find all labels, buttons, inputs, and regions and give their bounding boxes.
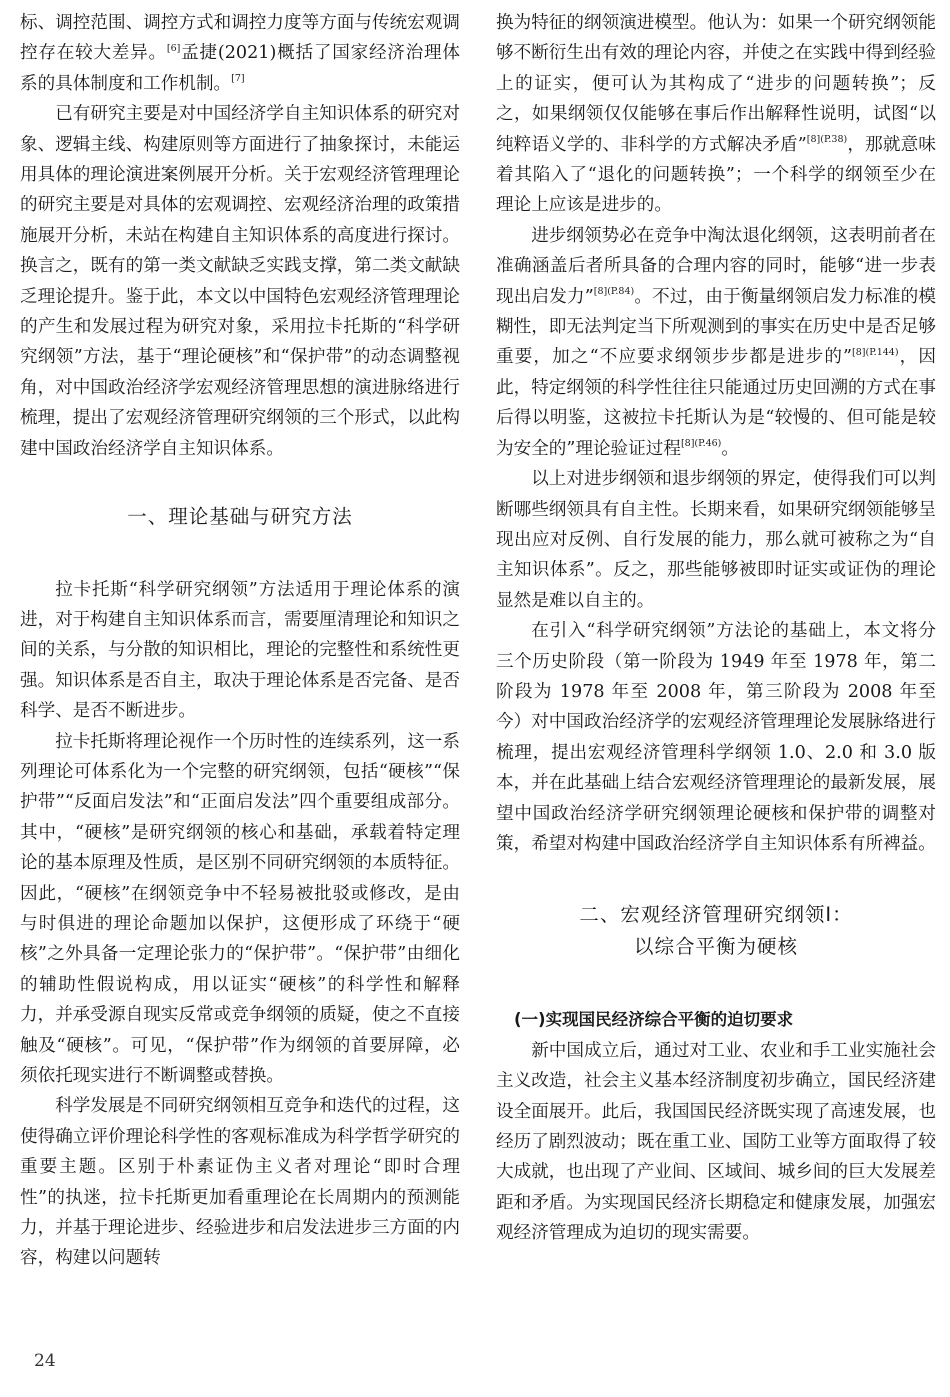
- paragraph: 已有研究主要是对中国经济学自主知识体系的研究对象、逻辑主线、构建原则等方面进行了抽象探讨，未能运用具体的理论演进案例展开分析。关于宏观经济管理理论的研究主要是对具体的宏观调控、宏观经济治理的政策措施展开分析，未站在构建自主知识体系的高度进行探讨。换言之，既有的第一类文献缺乏实践支撑，第二类文献缺乏理论提升。鉴于此，本文以中国特色宏观经济管理理论的产生和发展过程为研究对象，采用拉卡托斯的“科学研究纲领”方法，基于“理论硬核”和“保护带”的动态调整视角，对中国政治经济学宏观经济管理思想的演进脉络进行梳理，提出了宏观经济管理研究纲领的三个形式，以此构建中国政治经济学自主知识体系。: [20, 104, 460, 459]
- paragraph: 拉卡托斯“科学研究纲领”方法适用于理论体系的演进，对于构建自主知识体系而言，需要厘清理论和知识之间的关系，与分散的知识相比，理论的完整性和系统性更强。知识体系是否自主，取决于理论体系是否完备、是否科学、是否不断进步。: [20, 579, 460, 722]
- subsection-heading: (一)实现国民经济综合平衡的迫切要求: [514, 1010, 794, 1030]
- left-column: [20, 8, 460, 1274]
- section-heading-2: 二、宏观经济管理研究纲领Ⅰ： 以综合平衡为硬核: [579, 903, 853, 959]
- paragraph: 科学发展是不同研究纲领相互竞争和迭代的过程，这使得确立评价理论科学性的客观标准成为科学哲学研究的重要主题。区别于朴素证伪主义者对理论“即时合理性”的执迷，拉卡托斯更加看重理论在长周期内的预测能力，并基于理论进步、经验进步和启发法进步三方面的内容，构建以问题转: [20, 1096, 460, 1269]
- citation-ref: [8](P.38): [806, 133, 848, 145]
- citation-ref: [8](P.46): [680, 437, 722, 449]
- paragraph: 新中国成立后，通过对工业、农业和手工业实施社会主义改造，社会主义基本经济制度初步确立，国民经济建设全面展开。此后，我国国民经济既实现了高速发展，也经历了剧烈波动；既在重工业、国防工业等方面取得了较大成就，也出现了产业间、区域间、城乡间的巨大发展差距和矛盾。为实现国民经济长期稳定和健康发展，加强宏观经济管理成为迫切的现实需要。: [496, 1040, 936, 1244]
- citation-ref: [8](P.144): [852, 346, 899, 358]
- citation-ref: [8](P.84): [593, 285, 635, 297]
- section-heading-1: 一、理论基础与研究方法: [127, 505, 353, 529]
- page-number: 24: [34, 1351, 56, 1371]
- paragraph: 换为特征的纲领演进模型。他认为：如果一个研究纲领能够不断衍生出有效的理论内容，并使之在实践中得到经验上的证实，便可认为其构成了“进步的问题转换”；反之，如果纲领仅仅能够在事后作出解释性说明，试图“以纯粹语义学的、非科学的方式解决矛盾”$^{[8](P.38)}$，那就意味着其陷入了“退化的问题转换”；一个科学的纲领至少在理论上应该是进步的。: [496, 13, 936, 216]
- paragraph: 标、调控范围、调控方式和调控力度等方面与传统宏观调控存在较大差异。[6]孟捷(2021)概括了国家经济治理体系的具体制度和工作机制。[7]: [20, 13, 460, 94]
- citation-ref: [7]: [231, 72, 245, 84]
- paragraph: 进步纲领势必在竞争中淘汰退化纲领，这表明前者在准确涵盖后者所具备的合理内容的同时，能够“进一步表现出启发力”$^{[8](P.84)}$。不过，由于衡量纲领启发力标准的模糊性，即无法判定当下所观测到的事实在历史中是否足够重要，加之“不应要求纲领步步都是进步的”$^{[8](P.144)}$，因此，特定纲领的科学性往往只能通过历史回溯的方式在事后得以明鉴，这被拉卡托斯认为是“较慢的、但可能是较为安全的”理论验证过程$^{[8](P.46)}$。: [496, 225, 936, 459]
- paragraph: 以上对进步纲领和退步纲领的界定，使得我们可以判断哪些纲领具有自主性。长期来看，如果研究纲领能够呈现出应对反例、自行发展的能力，那么就可被称之为“自主知识体系”。反之，那些能够被即时证实或证伪的理论显然是难以自主的。: [496, 469, 936, 611]
- paragraph: 在引入“科学研究纲领”方法论的基础上，本文将分三个历史阶段（第一阶段为 1949 年至 1978 年，第二阶段为 1978 年至 2008 年，第三阶段为 2008 年至今）对中国政治经济学的宏观经济管理理论发展脉络进行梳理，提出宏观经济管理科学纲领 1.0、2.0 和 3.0 版本，并在此基础上结合宏观经济管理理论的最新发展，展望中国政治经济学研究纲领理论硬核和保护带的调整对策，希望对构建中国政治经济学自主知识体系有所裨益。: [496, 621, 936, 854]
- citation-ref: [6]: [166, 42, 181, 54]
- right-column: [496, 8, 936, 1249]
- paragraph: 拉卡托斯将理论视作一个历时性的连续系列，这一系列理论可体系化为一个完整的研究纲领，包括“硬核”“保护带”“反面启发法”和“正面启发法”四个重要组成部分。其中，“硬核”是研究纲领的核心和基础，承载着特定理论的基本原理及性质，是区别不同研究纲领的本质特征。因此，“硬核”在纲领竞争中不轻易被批驳或修改，是由与时俱进的理论命题加以保护，这便形成了环绕于“硬核”之外具备一定理论张力的“保护带”。“保护带”由细化的辅助性假说构成，用以证实“硬核”的科学性和解释力，并承受源自现实反常或竞争纲领的质疑，使之不直接触及“硬核”。可见，“保护带”作为纲领的首要屏障，必须依托现实进行不断调整或替换。: [20, 731, 460, 1086]
